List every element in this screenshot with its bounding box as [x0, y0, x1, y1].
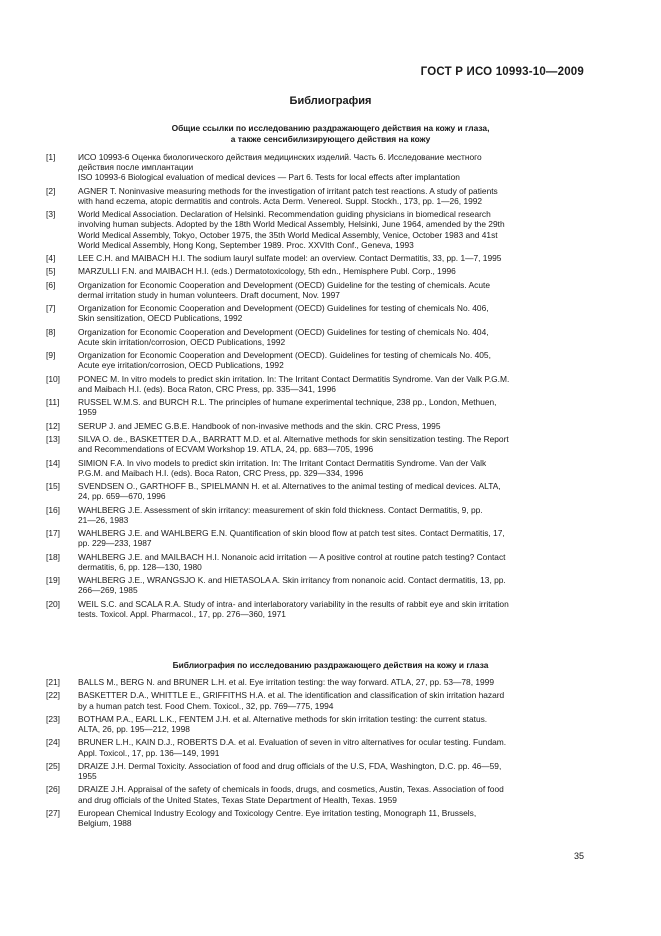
reference-number: [6] [46, 279, 56, 290]
section2-heading [0, 660, 661, 671]
page-title: Библиография [289, 95, 372, 107]
section2-reference-list [46, 677, 586, 831]
reference-number: [17] [46, 528, 60, 538]
reference-text-line: Belgium, 1988 [78, 818, 132, 828]
reference-item [46, 253, 586, 263]
reference-number: [19] [46, 575, 60, 585]
reference-text-line: DRAIZE J.H. Dermal Toxicity. Association of food and drug officials of the U.S, FDA, Washington, D.C. pp. 46—59, [78, 760, 502, 771]
reference-text-line: BALLS M., BERG N. and BRUNER L.H. et al. Eye irritation testing: the way forward. ATLA, 27, pp. 53—78, 1999 [78, 677, 494, 687]
reference-number: [8] [46, 326, 56, 337]
reference-item [46, 327, 586, 347]
reference-text-line: dermal irritation study in human volunteers. Draft document, Nov. 1997 [78, 289, 340, 300]
reference-text [78, 690, 586, 710]
reference-text [78, 397, 586, 417]
reference-number: [21] [46, 677, 60, 687]
reference-text-line: 21—26, 1983 [78, 514, 129, 525]
reference-text-line: Organization for Economic Cooperation and Development (OECD) Guideline for the testing of chemicals. Acute [78, 279, 490, 290]
reference-number: [7] [46, 303, 56, 314]
reference-text [78, 737, 586, 757]
reference-text-line: 1959 [78, 407, 97, 418]
reference-number: [18] [46, 551, 60, 562]
reference-number: [11] [46, 397, 60, 408]
reference-text [78, 458, 586, 478]
reference-item [46, 434, 586, 454]
reference-text-line: BASKETTER D.A., WHITTLE E., GRIFFITHS H.A. et al. The identification and classification of skin irritation hazard [78, 690, 505, 701]
reference-text-line: WAHLBERG J.E., WRANGSJO K. and HIETASOLA A. Skin irritancy from nonanoic acid. Contact dermatitis, 13, pp. [78, 575, 506, 585]
reference-item [46, 350, 586, 370]
reference-item [46, 784, 586, 804]
section1-heading [0, 123, 661, 145]
reference-item [46, 808, 586, 828]
section2-heading-line: Библиография по исследованию раздражающего действия на кожу и глаза [172, 660, 489, 670]
reference-item [46, 505, 586, 525]
reference-item [46, 303, 586, 323]
reference-number: [13] [46, 434, 60, 444]
reference-text-line: World Medical Assembly, Hong Kong, September 1989. Proc. XXVIth Conf., Geneva, 1993 [78, 239, 414, 250]
reference-text-line: and drug officials of the United States, Texas State Department of Health, Texas. 1959 [78, 794, 397, 805]
reference-item [46, 209, 586, 250]
reference-text-line: 1955 [78, 771, 97, 781]
reference-item [46, 677, 586, 687]
reference-text [78, 253, 586, 263]
reference-text-line: Organization for Economic Cooperation and Development (OECD). Guidelines for testing of chemicals No. 405, [78, 350, 491, 361]
reference-item [46, 152, 586, 183]
reference-item [46, 575, 586, 595]
reference-text [78, 599, 586, 619]
reference-item [46, 481, 586, 501]
reference-text-line: AGNER T. Noninvasive measuring methods for the investigation of irritant patch test reactions. A study of patients [78, 185, 498, 196]
reference-text-line: Organization for Economic Cooperation and Development (OECD) Guidelines for testing of chemicals No. 406, [78, 303, 489, 314]
reference-text-line: and Recommendations of ECVAM Workshop 19. ATLA, 24, pp. 683—705, 1996 [78, 444, 374, 455]
reference-text-line: 266—269, 1985 [78, 585, 138, 596]
reference-number: [12] [46, 420, 60, 431]
reference-text [78, 186, 586, 206]
reference-text-line: 24, pp. 659—670, 1996 [78, 491, 166, 502]
reference-text-line: WAHLBERG J.E. and WAHLBERG E.N. Quantification of skin blood flow at patch test sites. Contact Dermatitis, 17, [78, 528, 505, 538]
reference-text-line: involving human subjects. Adopted by the 18th World Medical Assembly, Helsinki, June 1964, amended by the 29th [78, 219, 505, 230]
section1-heading-line2: а также сенсибилизирующего действия на кожу [230, 134, 431, 144]
reference-text-line: Acute skin irritation/corrosion, OECD Publications, 1992 [78, 336, 286, 347]
reference-text-line: pp. 229—233, 1987 [78, 538, 152, 549]
reference-text [78, 784, 586, 804]
reference-text [78, 266, 586, 276]
reference-number: [26] [46, 784, 60, 795]
reference-number: [5] [46, 266, 56, 277]
reference-text-line: ALTA, 26, pp. 195—212, 1998 [78, 724, 190, 734]
reference-text-line: ИСО 10993-6 Оценка биологического действия медицинских изделий. Часть 6. Исследование местного [78, 152, 482, 162]
reference-text-line: PONEC M. In vitro models to predict skin irritation. In: The Irritant Contact Dermatitis Syndrome. Van der Valk P.G.M. [78, 373, 510, 384]
reference-number: [25] [46, 760, 60, 771]
reference-text-line: LEE C.H. and MAIBACH H.I. The sodium lauryl sulfate model: an overview. Contact Dermatitis, 33, pp. 1—7, 1995 [78, 253, 502, 264]
reference-text [78, 280, 586, 300]
reference-item [46, 397, 586, 417]
reference-number: [24] [46, 737, 60, 748]
reference-number: [27] [46, 807, 60, 818]
reference-number: [15] [46, 481, 60, 491]
reference-number: [20] [46, 598, 60, 609]
reference-number: [23] [46, 713, 60, 724]
reference-item [46, 266, 586, 276]
reference-text-line: MARZULLI F.N. and MAIBACH H.I. (eds.) Dermatotoxicology, 5th edn., Hemisphere Publ. Corp., 1996 [78, 266, 456, 277]
reference-text-line: and Maibach H.I. (eds). Boca Raton, CRC Press, pp. 335—341, 1996 [78, 383, 336, 394]
reference-text-line: Organization for Economic Cooperation and Development (OECD) Guidelines for testing of chemicals No. 404, [78, 326, 489, 337]
reference-text-line: P.G.M. and Maibach H.I. (eds). Boca Raton, CRC Press, pp. 329—334, 1996 [78, 467, 364, 478]
reference-number: [2] [46, 185, 56, 196]
reference-text [78, 808, 586, 828]
reference-text-line: by a human patch test. Food Chem. Toxicol., 32, pp. 769—775, 1994 [78, 700, 334, 711]
reference-text [78, 528, 586, 548]
reference-text-line: WAHLBERG J.E. Assessment of skin irritancy: measurement of skin fold thickness. Contact Dermatitis, 9, pp. [78, 504, 483, 515]
page-number: 35 [573, 851, 584, 861]
reference-text [78, 209, 586, 250]
reference-item [46, 374, 586, 394]
reference-text [78, 327, 586, 347]
reference-number: [1] [46, 152, 56, 162]
reference-text [78, 303, 586, 323]
standard-header: ГОСТ Р ИСО 10993-10—2009 [420, 66, 584, 78]
reference-text-line: SERUP J. and JEMEC G.B.E. Handbook of non-invasive methods and the skin. CRC Press, 1995 [78, 420, 441, 431]
reference-text-line: ISO 10993-6 Biological evaluation of medical devices — Part 6. Tests for local effects after implantation [78, 172, 460, 183]
reference-number: [9] [46, 350, 56, 361]
reference-text-line: SVENDSEN O., GARTHOFF B., SPIELMANN H. et al. Alternatives to the animal testing of medical devices. ALTA, [78, 481, 501, 491]
reference-text-line: SIMION F.A. In vivo models to predict skin irritation. In: The Irritant Contact Dermatitis Syndrome. Van der Valk [78, 457, 487, 468]
reference-text [78, 421, 586, 431]
reference-item [46, 737, 586, 757]
reference-item [46, 761, 586, 781]
reference-item [46, 186, 586, 206]
reference-text-line: dermatitis, 6, pp. 128—130, 1980 [78, 561, 202, 572]
reference-text-line: WEIL S.C. and SCALA R.A. Study of intra- and interlaboratory variability in the results of rabbit eye and skin irritation [78, 598, 509, 609]
reference-text [78, 505, 586, 525]
reference-text [78, 677, 586, 687]
section1-heading-line1: Общие ссылки по исследованию раздражающего действия на кожу и глаза, [171, 123, 490, 133]
reference-item [46, 599, 586, 619]
reference-text [78, 481, 586, 501]
reference-item [46, 458, 586, 478]
reference-text-line: BRUNER L.H., KAIN D.J., ROBERTS D.A. et al. Evaluation of seven in vitro alternatives for ocular testing. Fundam. [78, 737, 507, 748]
reference-text-line: with hand eczema, atopic dermatitis and controls. Acta Derm. Venereol. Suppl. Stockh., 173, pp. 1—26, 1992 [78, 195, 483, 206]
reference-number: [14] [46, 457, 60, 468]
reference-text-line: DRAIZE J.H. Appraisal of the safety of chemicals in foods, drugs, and cosmetics, Austin, Texas. Association of food [78, 784, 504, 795]
reference-text [78, 374, 586, 394]
reference-text-line: WAHLBERG J.E. and MAILBACH H.I. Nonanoic acid irritation — A positive control at routine patch testing? Contact [78, 551, 506, 562]
reference-item [46, 714, 586, 734]
reference-text [78, 350, 586, 370]
reference-number: [10] [46, 373, 60, 384]
reference-text-line: World Medical Assembly, Tokyo, October 1975, the 35th World Medical Assembly, Venice, October 1983 and 41st [78, 229, 498, 240]
reference-text [78, 434, 586, 454]
reference-text-line: World Medical Association. Declaration of Helsinki. Recommendation guiding physicians in biomedical research [78, 209, 491, 220]
section1-reference-list [46, 152, 586, 622]
reference-text-line: Appl. Toxicol., 17, pp. 136—149, 1991 [78, 747, 220, 758]
reference-item [46, 280, 586, 300]
reference-item [46, 552, 586, 572]
reference-text-line: European Chemical Industry Ecology and Toxicology Centre. Eye irritation testing, Monograph 11, Brussels, [78, 807, 477, 818]
reference-item [46, 421, 586, 431]
reference-text-line: Acute eye irritation/corrosion, OECD Publications, 1992 [78, 360, 284, 371]
reference-text [78, 714, 586, 734]
reference-number: [3] [46, 209, 56, 220]
reference-text-line: RUSSEL W.M.S. and BURCH R.L. The principles of humane experimental technique, 238 pp., London, Methuen, [78, 397, 497, 408]
reference-text [78, 575, 586, 595]
reference-item [46, 690, 586, 710]
reference-item [46, 528, 586, 548]
reference-text-line: tests. Toxicol. Appl. Pharmacol., 17, pp. 276—360, 1971 [78, 608, 286, 619]
reference-text-line: SILVA O. de., BASKETTER D.A., BARRATT M.D. et al. Alternative methods for skin sensitization testing. The Report [78, 434, 509, 444]
reference-text [78, 761, 586, 781]
reference-number: [22] [46, 690, 60, 701]
reference-number: [4] [46, 253, 56, 264]
reference-text [78, 152, 586, 183]
reference-text-line: действия после имплантации [78, 162, 194, 173]
reference-number: [16] [46, 504, 60, 515]
reference-text [78, 552, 586, 572]
reference-text-line: BOTHAM P.A., EARL L.K., FENTEM J.H. et al. Alternative methods for skin irritation testing: the current status. [78, 713, 488, 724]
reference-text-line: Skin sensitization, OECD Publications, 1992 [78, 313, 243, 324]
